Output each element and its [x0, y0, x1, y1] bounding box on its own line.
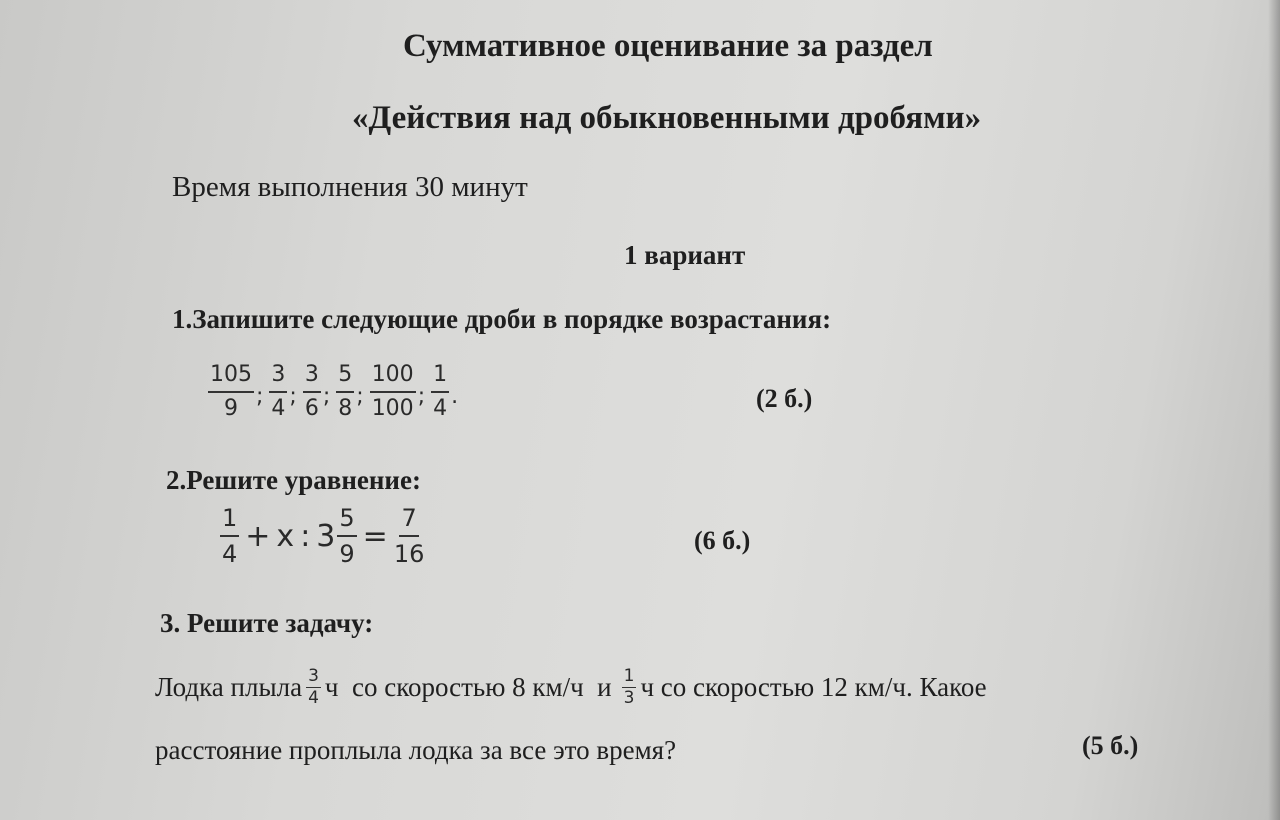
variant-label: 1 вариант: [624, 240, 746, 270]
title-line-2: «Действия над обыкновенными дробями»: [352, 100, 982, 136]
variable-x: x: [276, 518, 295, 554]
fraction: $\frac{3}{4}$: [308, 666, 319, 708]
task3-problem-line-2: расстояние проплыла лодка за все это время?: [155, 735, 677, 765]
title-line-1: Суммативное оценивание за раздел: [403, 28, 933, 64]
task3-points: (5 б.): [1082, 731, 1139, 760]
fraction: $\frac{7}{16}$: [393, 504, 425, 568]
fraction: $\frac{1}{4}$: [222, 504, 238, 568]
task1-fraction-list: $\frac{105}{9}$ ; $\frac{3}{4}$ ; $\frac{3}{6}$ ; $\frac{5}{8}$ ; $\frac{100}{100}$ ; $\frac{1}{4}$ .: [210, 362, 459, 421]
fraction: $\frac{5}{9}$: [339, 504, 355, 568]
fraction: $\frac{1}{3}$: [623, 666, 635, 708]
fraction: $\frac{1}{4}$: [433, 362, 448, 421]
fraction: $\frac{3}{4}$: [271, 362, 286, 421]
task3-problem-line-1: Лодка плыла $\frac{3}{4}$ ч со скоростью 8 км/ч и $\frac{1}{3}$ ч со скоростью 12 км/ч. Какое: [155, 666, 987, 708]
task1-points: (2 б.): [756, 384, 813, 413]
fraction: $\frac{100}{100}$: [371, 362, 414, 421]
fraction: $\frac{105}{9}$: [210, 362, 252, 421]
task2-equation: $\frac{1}{4}$ + x : 3 $\frac{5}{9}$ = $\frac{7}{16}$: [222, 504, 425, 568]
page-edge-shadow: [1268, 0, 1280, 820]
task2-heading: 2.Решите уравнение:: [166, 465, 421, 495]
time-limit: Время выполнения 30 минут: [172, 171, 528, 203]
fraction: $\frac{5}{8}$: [338, 362, 353, 421]
fraction: $\frac{3}{6}$: [304, 362, 319, 421]
task1-heading: 1.Запишите следующие дроби в порядке возрастания:: [172, 304, 832, 334]
task3-heading: 3. Решите задачу:: [160, 608, 374, 638]
task2-points: (6 б.): [694, 526, 751, 555]
